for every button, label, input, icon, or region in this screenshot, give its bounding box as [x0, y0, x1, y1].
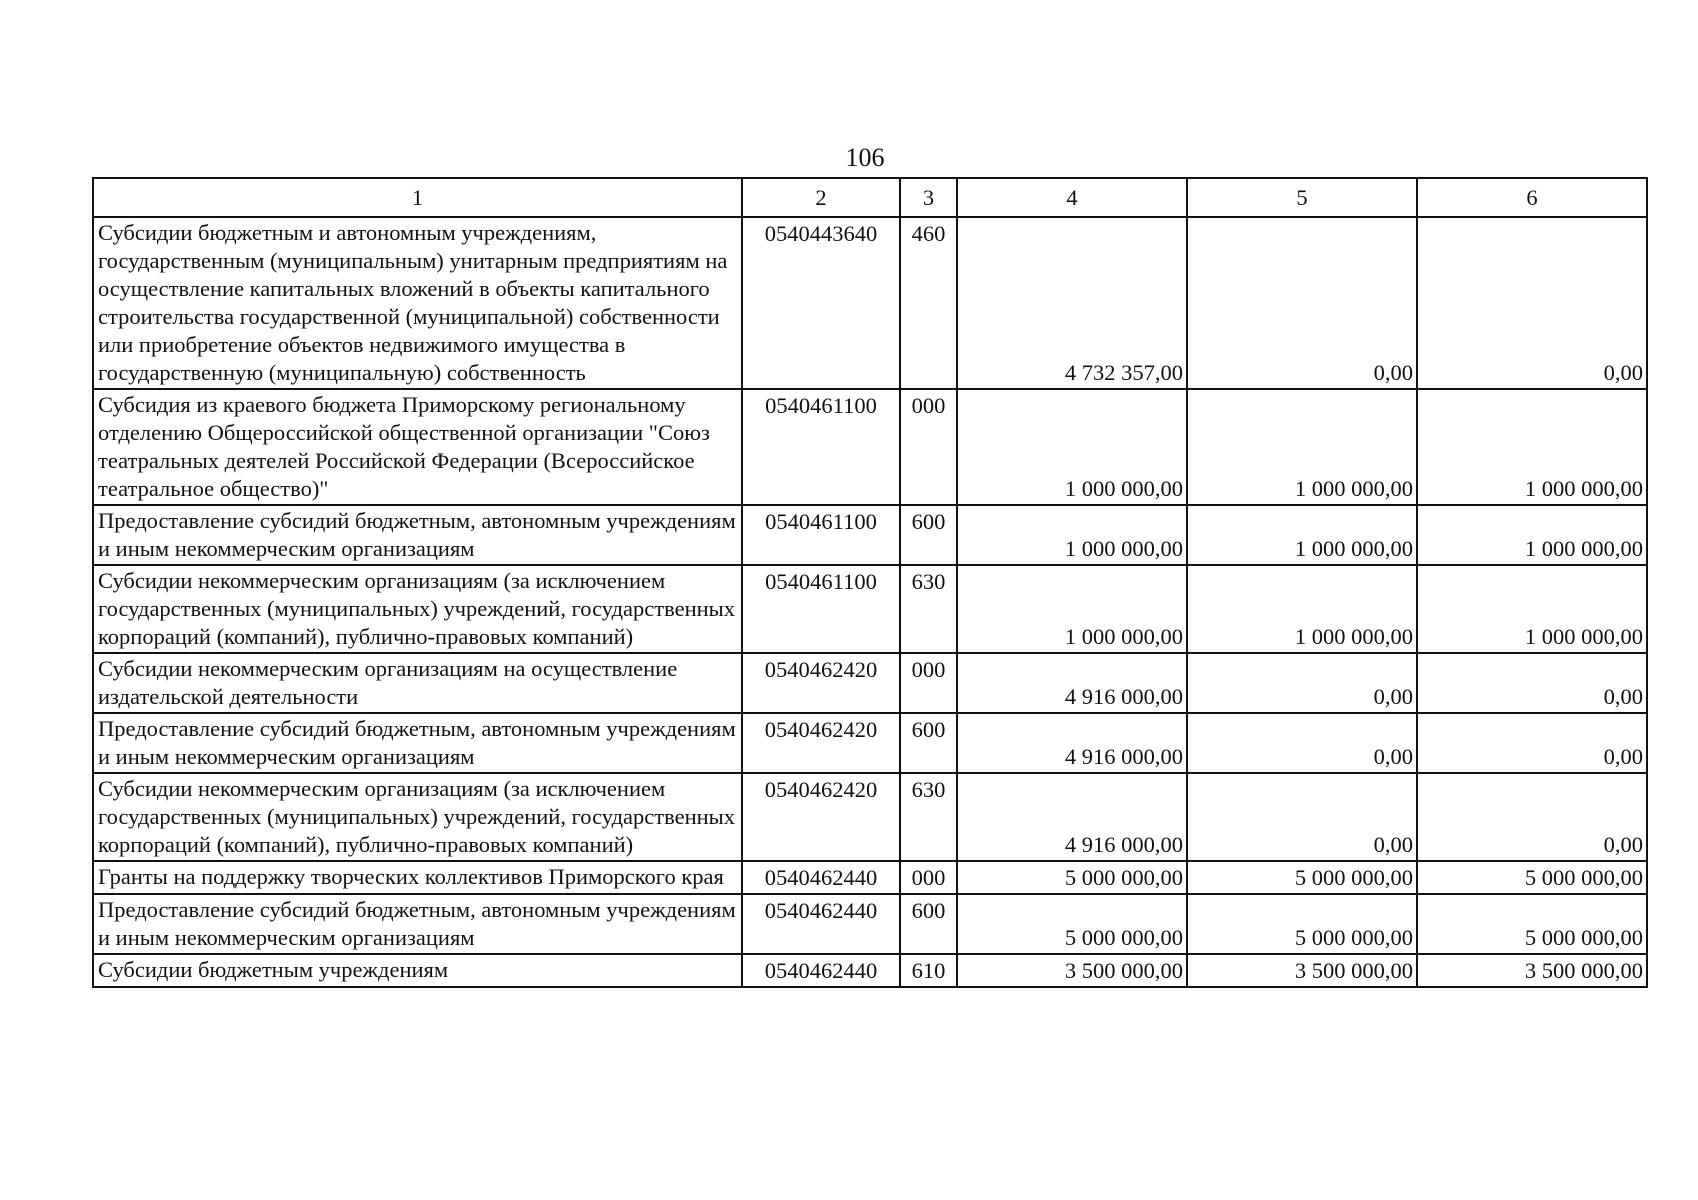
expense-type-code: 600	[900, 713, 957, 773]
amount-column-6: 1 000 000,00	[1417, 565, 1647, 653]
table-row	[93, 861, 1647, 894]
target-article-code: 0540462420	[742, 713, 900, 773]
expense-type-code: 610	[900, 954, 957, 987]
row-description: Субсидии некоммерческим организациям на осуществление издательской деятельности	[93, 653, 742, 713]
amount-column-4: 4 916 000,00	[957, 713, 1187, 773]
row-description: Предоставление субсидий бюджетным, автономным учреждениям и иным некоммерческим организациям	[93, 894, 742, 954]
table-row	[93, 389, 1647, 505]
amount-column-5: 1 000 000,00	[1187, 505, 1417, 565]
amount-column-6: 5 000 000,00	[1417, 861, 1647, 894]
target-article-code: 0540462440	[742, 861, 900, 894]
column-header: 4	[957, 178, 1187, 217]
column-header: 5	[1187, 178, 1417, 217]
target-article-code: 0540462440	[742, 954, 900, 987]
amount-column-4: 5 000 000,00	[957, 894, 1187, 954]
amount-column-4: 4 732 357,00	[957, 217, 1187, 389]
column-header: 6	[1417, 178, 1647, 217]
amount-column-4: 4 916 000,00	[957, 773, 1187, 861]
amount-column-6: 0,00	[1417, 653, 1647, 713]
table-row	[93, 773, 1647, 861]
amount-column-4: 1 000 000,00	[957, 389, 1187, 505]
table-row	[93, 505, 1647, 565]
row-description: Субсидия из краевого бюджета Приморскому региональному отделению Общероссийской общественной организации "Союз театральных деятелей Российской Федерации (Всероссийское театральное общество)"	[93, 389, 742, 505]
column-header: 3	[900, 178, 957, 217]
amount-column-5: 0,00	[1187, 713, 1417, 773]
expense-type-code: 000	[900, 653, 957, 713]
row-description: Субсидии некоммерческим организациям (за исключением государственных (муниципальных) учреждений, государственных корпораций (компаний), публично-правовых компаний)	[93, 773, 742, 861]
amount-column-6: 3 500 000,00	[1417, 954, 1647, 987]
target-article-code: 0540461100	[742, 565, 900, 653]
table-row	[93, 653, 1647, 713]
row-description: Гранты на поддержку творческих коллективов Приморского края	[93, 861, 742, 894]
target-article-code: 0540462440	[742, 894, 900, 954]
table-row	[93, 217, 1647, 389]
expense-type-code: 000	[900, 389, 957, 505]
amount-column-5: 1 000 000,00	[1187, 389, 1417, 505]
expense-type-code: 630	[900, 565, 957, 653]
table-row	[93, 954, 1647, 987]
amount-column-5: 5 000 000,00	[1187, 861, 1417, 894]
target-article-code: 0540461100	[742, 505, 900, 565]
amount-column-6: 0,00	[1417, 217, 1647, 389]
amount-column-4: 3 500 000,00	[957, 954, 1187, 987]
table-row	[93, 894, 1647, 954]
amount-column-4: 4 916 000,00	[957, 653, 1187, 713]
budget-table	[92, 177, 1648, 988]
column-header: 1	[93, 178, 742, 217]
row-description: Субсидии некоммерческим организациям (за исключением государственных (муниципальных) учреждений, государственных корпораций (компаний), публично-правовых компаний)	[93, 565, 742, 653]
row-description: Субсидии бюджетным и автономным учреждениям, государственным (муниципальным) унитарным предприятиям на осуществление капитальных вложений в объекты капитального строительства государственной (муниципальной) собственности или приобретение объектов недвижимого имущества в государственную (муниципальную) собственность	[93, 217, 742, 389]
table-row	[93, 565, 1647, 653]
target-article-code: 0540461100	[742, 389, 900, 505]
amount-column-4: 1 000 000,00	[957, 565, 1187, 653]
target-article-code: 0540462420	[742, 773, 900, 861]
amount-column-6: 5 000 000,00	[1417, 894, 1647, 954]
column-header: 2	[742, 178, 900, 217]
amount-column-4: 1 000 000,00	[957, 505, 1187, 565]
amount-column-5: 0,00	[1187, 773, 1417, 861]
row-description: Субсидии бюджетным учреждениям	[93, 954, 742, 987]
amount-column-6: 0,00	[1417, 773, 1647, 861]
row-description: Предоставление субсидий бюджетным, автономным учреждениям и иным некоммерческим организациям	[93, 713, 742, 773]
amount-column-5: 5 000 000,00	[1187, 894, 1417, 954]
expense-type-code: 630	[900, 773, 957, 861]
amount-column-5: 0,00	[1187, 653, 1417, 713]
expense-type-code: 000	[900, 861, 957, 894]
row-description: Предоставление субсидий бюджетным, автономным учреждениям и иным некоммерческим организациям	[93, 505, 742, 565]
amount-column-6: 0,00	[1417, 713, 1647, 773]
amount-column-5: 3 500 000,00	[1187, 954, 1417, 987]
expense-type-code: 600	[900, 505, 957, 565]
amount-column-5: 0,00	[1187, 217, 1417, 389]
table-header-row	[93, 178, 1647, 217]
amount-column-5: 1 000 000,00	[1187, 565, 1417, 653]
target-article-code: 0540462420	[742, 653, 900, 713]
amount-column-6: 1 000 000,00	[1417, 389, 1647, 505]
target-article-code: 0540443640	[742, 217, 900, 389]
expense-type-code: 460	[900, 217, 957, 389]
table-row	[93, 713, 1647, 773]
amount-column-4: 5 000 000,00	[957, 861, 1187, 894]
page-number: 106	[845, 143, 885, 172]
amount-column-6: 1 000 000,00	[1417, 505, 1647, 565]
expense-type-code: 600	[900, 894, 957, 954]
